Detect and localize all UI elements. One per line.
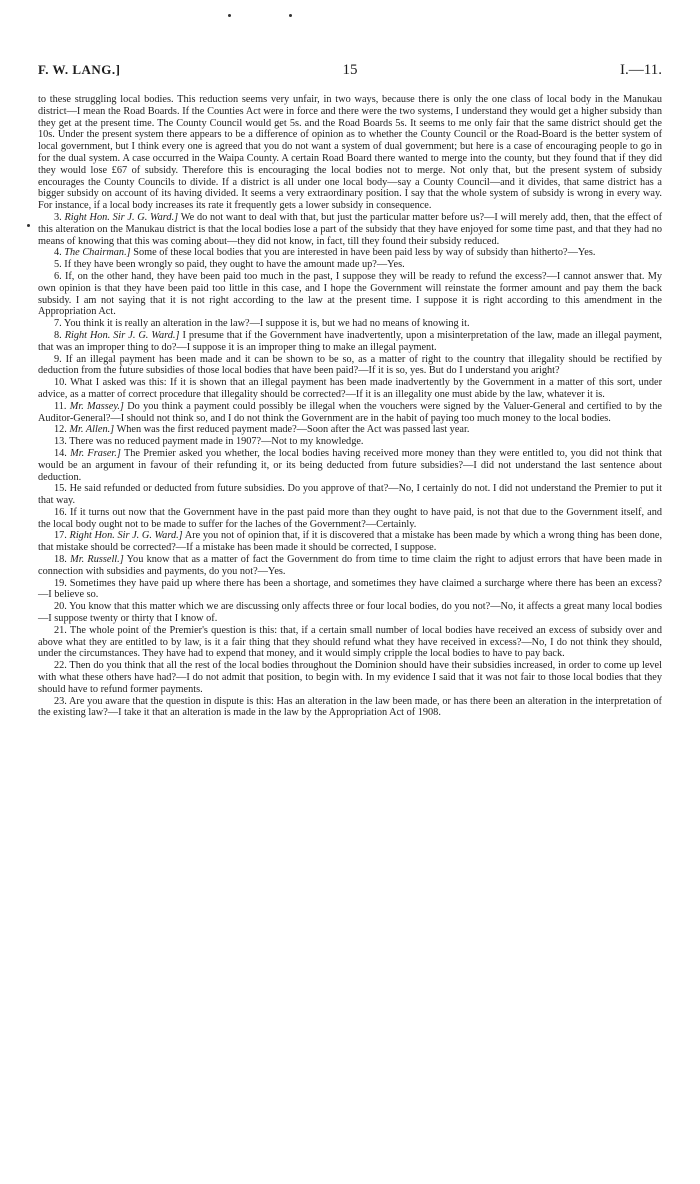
paragraph-text: There was no reduced payment made in 1907?—Not to my knowledge. [69,436,364,448]
paragraph-text: If an illegal payment has been made and it can be shown to be so, as a matter of right to the country that illegality should be rectified by deduction from the future subsidies of those local bodies that have been paid?—If it is so, yes. But do I understand you aright? [38,353,663,377]
question-number: 13. [54,436,70,448]
question-number: 7. [54,318,64,330]
question-number: 3. [54,211,65,223]
question-paragraph [38,578,662,602]
question-paragraph [38,424,662,436]
paragraph-text: If they have been wrongly so paid, they ought to have the amount made up?—Yes. [64,259,405,271]
speaker-name: The Chairman.] [64,247,131,259]
paper-reference: I.—11. [620,62,662,78]
question-number: 16. [54,506,70,518]
scan-speck [289,14,292,17]
paragraph-text: I presume that if the Government have inadvertently, upon a misinterpretation of the law, made an illegal payment, that was an improper thing to do?—I suppose it is an improper thing to make an illegal payment. [38,329,663,353]
question-number: 18. [54,554,71,566]
paragraph-text: If it turns out now that the Government have in the past paid more than they ought to have paid, is not that due to the Government itself, and the local body ought not to be made to suffer for the laches of the Government?—Certainly. [38,506,662,530]
paragraph-text: What I asked was this: If it is shown that an illegal payment has been made inadvertently by the Government in a matter of this sort, under advice, as a matter of correct procedure that illegality should be corrected?—If it is an illegality one must abide by the law, whatever it is. [38,377,663,400]
question-paragraph [38,625,662,660]
question-number: 17. [54,530,70,542]
question-number: 19. [54,577,70,589]
question-paragraph [38,401,662,425]
speaker-name: Mr. Russell.] [70,554,124,566]
paragraph-text: We do not want to deal with that, but just the particular matter before us?—I will merely add, then, that the effect of this alteration on the Manukau district is that the local bodies lose a part of the subsidy that they have enjoyed for some time past, and that they had no means of knowing that this was coming about—they did not know, in fact, till they found their subsidy reduced. [38,211,663,247]
question-number: 8. [54,329,65,341]
paragraph-text: Sometimes they have paid up where there has been a shortage, and sometimes they have claimed a surcharge where there has been an excess?—I believe so. [38,577,662,601]
question-paragraph [38,696,662,720]
paragraph-text: Do you think a payment could possibly be illegal when the vouchers were signed by the Valuer-General and certified to by the Auditor-General?—I should not think so, and I do not think the Government are in the habit of paying too much money to the local bodies. [38,400,662,424]
paragraph-text: When was the first reduced payment made?—Soon after the Act was passed last year. [116,424,470,436]
question-number: 15. [54,483,70,495]
question-paragraph [38,212,662,247]
question-paragraph [38,271,662,318]
question-number: 14. [54,447,71,459]
question-paragraph [38,530,662,554]
question-number: 23. [54,695,69,707]
scan-speck [228,14,231,17]
question-paragraph [38,259,662,271]
paragraph-text: You know that as a matter of fact the Government do from time to time claim the right to adjust errors that have been made in connection with subsidies and payments, do you not?—Yes. [38,554,662,577]
paragraph-text: The whole point of the Premier's question is this: that, if a certain small number of local bodies have received an excess of subsidy over and above what they are entitled to by law, is it a fair thing that they should refund what they have received in excess?—No, I do not think they should, under the circumstances. They have had to expend that money, and it would simply cripple the local bodies to have to pay back. [38,624,662,660]
paragraph-text: You think it is really an alteration in the law?—I suppose it is, but we had no means of knowing it. [63,318,470,330]
question-paragraph [38,377,662,401]
question-paragraph [38,448,662,483]
question-paragraph [38,507,662,531]
question-number: 9. [54,353,66,365]
speaker-name: Right Hon. Sir J. G. Ward.] [64,329,180,341]
question-paragraph [38,354,662,378]
question-number: 4. [54,247,65,259]
paragraph-text: He said refunded or deducted from future subsidies. Do you approve of that?—No, I certainly do not. I did not understand the Premier to put it that way. [38,483,662,507]
question-paragraph [38,247,662,259]
paragraph-text: You know that this matter which we are discussing only affects three or four local bodies, do you not?—No, it affects a great many local bodies—I suppose twenty or thirty that I know of. [38,601,662,625]
paragraph-text: Then do you think that all the rest of the local bodies throughout the Dominion should have their subsidies increased, in order to come up level with what these others have had?—I do not admit that position, to begin with. In my evidence I said that it was not fair to those local bodies that they should have to refund former payments. [38,660,662,695]
question-number: 21. [54,624,70,636]
question-paragraph [38,483,662,507]
speaker-name: Mr. Massey.] [69,400,124,412]
question-number: 12. [54,424,70,436]
paragraph-text: If, on the other hand, they have been paid too much in the past, I suppose they will be ready to refund the excess?—I cannot answer that. My own opinion is that they have been paid too little in this case, and I hope the Government will reinstate the former amount and pay them the back subsidy. I am not saying that it is not right according to the law at the present time. I suppose it is right according to this amendment in the Appropriation Act. [38,270,663,318]
question-number: 22. [54,660,70,672]
question-number: 11. [54,400,70,412]
question-paragraph [38,330,662,354]
page-header [38,60,662,80]
question-paragraph [38,436,662,448]
speaker-name: Right Hon. Sir J. G. Ward.] [64,211,179,223]
question-paragraph [38,601,662,625]
paragraph-text: to these struggling local bodies. This reduction seems very unfair, in two ways, because there is only the one class of local body in the Manukau district—I mean the Road Boards. If the Counties Act were in force and there were the two systems, I understand they would get a higher subsidy than they get at the present time. The County Council would get 5s. and the Road Boards 5s. It seems to me only fair that the same district should get the 10s. Under the present system there appears to be a difference of opinion as to whether the County Council or the Road-Board is the better system of local government, but I think every one is agreed that you do not want a system of dual government; but here is a case of encouraging people to go in for the dual system. A case occurred in the Waipa County. A certain Road Board there wanted to merge into the county, but they found that if they did they would lose £67 of subsidy. Therefore this is encouraging the local bodies not to merge. Not only that, but the present system of subsidy encourages the County Councils to divide. If a district is all under one local body—say a County Council—and it divides, that same district has a bigger subsidy on account of its having divided. It seems a very extraordinary position. I say that the whole system of subsidy is wrong in every way. For instance, if a local body increases its rate it frequently gets a lower subsidy in consequence. [38,94,662,212]
page-number: 15 [342,62,358,78]
paragraph-text: Some of these local bodies that you are interested in have been paid less by way of subsidy than hitherto?—Yes. [133,247,596,259]
question-number: 5. [54,259,65,271]
witness-name: F. W. LANG.] [38,62,121,77]
question-paragraph [38,660,662,695]
question-number: 6. [54,270,65,282]
question-paragraph [38,94,662,212]
speaker-name: Mr. Allen.] [69,424,115,436]
paragraph-text: The Premier asked you whether, the local bodies having received more money than they were entitled to, you did not think that would be an argument in favour of their refunding it, or its being deducted from future subsidies?—I did not understand the last sentence about deduction. [38,447,663,483]
evidence-text [38,94,662,719]
question-number: 10. [54,377,71,389]
question-paragraph [38,318,662,330]
paragraph-text: Are you aware that the question in dispute is this: Has an alteration in the law been made, or has there been an alteration in the interpretation of the existing law?—I take it that an alteration is made in the law by the Appropriation Act of 1908. [38,695,662,719]
question-number: 20. [54,601,70,613]
speaker-name: Mr. Fraser.] [70,447,121,459]
question-paragraph [38,554,662,578]
speaker-name: Right Hon. Sir J. G. Ward.] [69,530,183,542]
margin-mark [27,224,30,227]
paragraph-text: Are you not of opinion that, if it is discovered that a mistake has been made by which a wrong thing has been done, that mistake should be corrected?—If a mistake has been made it should be corrected, I suppose. [38,530,663,554]
